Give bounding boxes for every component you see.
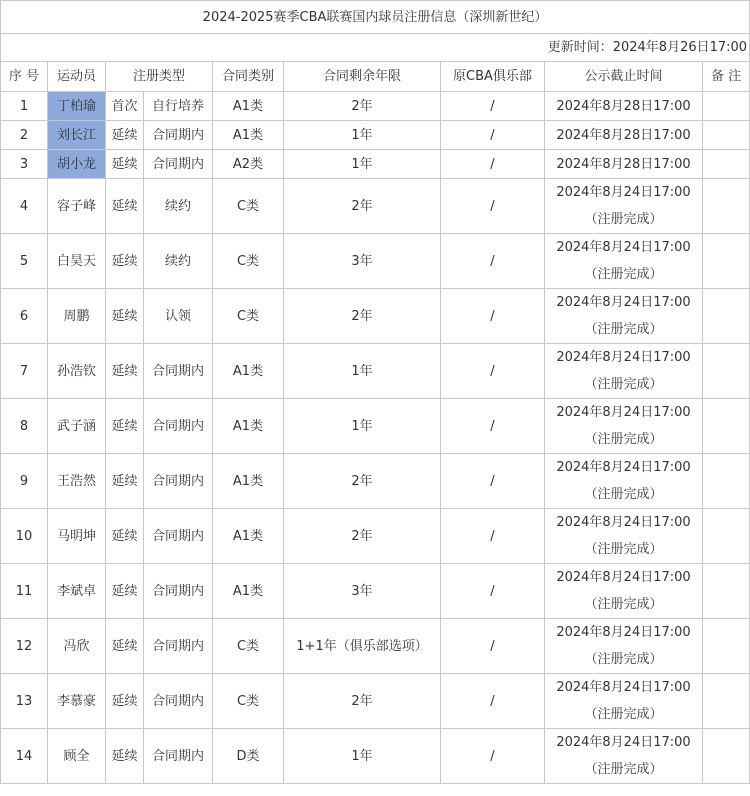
note (703, 344, 750, 399)
reg-type-detail: 续约 (144, 234, 213, 289)
former-club: / (441, 454, 545, 509)
table-row (1, 344, 750, 399)
deadline-time: 2024年8月24日17:00 (556, 460, 691, 475)
contract-type: C类 (213, 289, 284, 344)
header-note: 备 注 (703, 62, 750, 92)
note (703, 234, 750, 289)
former-club: / (441, 234, 545, 289)
deadline (545, 234, 703, 289)
table-row (1, 289, 750, 344)
reg-type-detail: 续约 (144, 179, 213, 234)
registration-status: （注册完成） (584, 267, 663, 282)
deadline (545, 344, 703, 399)
table-row (1, 150, 750, 179)
reg-type-primary: 延续 (106, 179, 144, 234)
reg-type-primary: 延续 (106, 454, 144, 509)
table-row (1, 92, 750, 121)
deadline-time: 2024年8月28日17:00 (556, 98, 691, 114)
former-club: / (441, 289, 545, 344)
athlete-name: 周鹏 (48, 289, 106, 344)
former-club: / (441, 399, 545, 454)
remaining-years: 1年 (284, 121, 441, 150)
reg-type-detail: 合同期内 (144, 729, 213, 784)
remaining-years: 3年 (284, 234, 441, 289)
former-club: / (441, 150, 545, 179)
former-club: / (441, 344, 545, 399)
update-time: 更新时间：2024年8月26日17:00 (1, 34, 750, 62)
remaining-years: 2年 (284, 454, 441, 509)
reg-type-primary: 延续 (106, 150, 144, 179)
row-number: 5 (1, 234, 48, 289)
header-no: 序 号 (1, 62, 48, 92)
reg-type-primary: 首次 (106, 92, 144, 121)
deadline-time: 2024年8月24日17:00 (556, 625, 691, 640)
athlete-name: 马明坤 (48, 509, 106, 564)
reg-type-primary: 延续 (106, 234, 144, 289)
reg-type-primary: 延续 (106, 509, 144, 564)
deadline (545, 674, 703, 729)
note (703, 179, 750, 234)
contract-type: A1类 (213, 344, 284, 399)
deadline (545, 399, 703, 454)
athlete-name: 武子涵 (48, 399, 106, 454)
reg-type-primary: 延续 (106, 121, 144, 150)
contract-type: A1类 (213, 509, 284, 564)
remaining-years: 2年 (284, 289, 441, 344)
deadline-time: 2024年8月28日17:00 (556, 127, 691, 143)
registration-status: （注册完成） (584, 432, 663, 447)
remaining-years: 3年 (284, 564, 441, 619)
registration-status: （注册完成） (584, 487, 663, 502)
reg-type-detail: 合同期内 (144, 619, 213, 674)
table-row (1, 674, 750, 729)
contract-type: D类 (213, 729, 284, 784)
row-number: 1 (1, 92, 48, 121)
deadline (545, 729, 703, 784)
row-number: 3 (1, 150, 48, 179)
contract-type: A1类 (213, 92, 284, 121)
former-club: / (441, 121, 545, 150)
table-row (1, 729, 750, 784)
former-club: / (441, 619, 545, 674)
athlete-name: 冯欣 (48, 619, 106, 674)
deadline-time: 2024年8月24日17:00 (556, 405, 691, 420)
table-row (1, 454, 750, 509)
athlete-name: 刘长江 (48, 121, 106, 150)
athlete-name: 王浩然 (48, 454, 106, 509)
header-row (1, 62, 750, 92)
row-number: 9 (1, 454, 48, 509)
row-number: 2 (1, 121, 48, 150)
registration-status: （注册完成） (584, 762, 663, 777)
deadline (545, 121, 703, 150)
athlete-name: 容子峰 (48, 179, 106, 234)
athlete-name: 李斌卓 (48, 564, 106, 619)
row-number: 6 (1, 289, 48, 344)
note (703, 150, 750, 179)
note (703, 619, 750, 674)
note (703, 674, 750, 729)
athlete-name: 丁柏瑜 (48, 92, 106, 121)
reg-type-detail: 合同期内 (144, 674, 213, 729)
row-number: 12 (1, 619, 48, 674)
remaining-years: 2年 (284, 179, 441, 234)
note (703, 289, 750, 344)
table-row (1, 399, 750, 454)
update-row (1, 34, 750, 62)
remaining-years: 2年 (284, 509, 441, 564)
reg-type-primary: 延续 (106, 619, 144, 674)
deadline-time: 2024年8月24日17:00 (556, 735, 691, 750)
title-row (1, 1, 750, 34)
reg-type-detail: 合同期内 (144, 344, 213, 399)
contract-type: A1类 (213, 121, 284, 150)
note (703, 454, 750, 509)
deadline-time: 2024年8月24日17:00 (556, 680, 691, 695)
reg-type-detail: 合同期内 (144, 399, 213, 454)
deadline (545, 619, 703, 674)
remaining-years: 2年 (284, 92, 441, 121)
row-number: 13 (1, 674, 48, 729)
contract-type: C类 (213, 619, 284, 674)
row-number: 11 (1, 564, 48, 619)
deadline-time: 2024年8月24日17:00 (556, 185, 691, 200)
row-number: 8 (1, 399, 48, 454)
former-club: / (441, 729, 545, 784)
contract-type: C类 (213, 234, 284, 289)
remaining-years: 1年 (284, 150, 441, 179)
reg-type-detail: 自行培养 (144, 92, 213, 121)
deadline (545, 454, 703, 509)
table-row (1, 234, 750, 289)
reg-type-detail: 合同期内 (144, 509, 213, 564)
athlete-name: 胡小龙 (48, 150, 106, 179)
remaining-years: 1年 (284, 729, 441, 784)
reg-type-detail: 认领 (144, 289, 213, 344)
header-remaining-years: 合同剩余年限 (284, 62, 441, 92)
note (703, 729, 750, 784)
table-row (1, 564, 750, 619)
note (703, 509, 750, 564)
header-reg-type: 注册类型 (106, 62, 213, 92)
header-deadline: 公示截止时间 (545, 62, 703, 92)
athlete-name: 孙浩钦 (48, 344, 106, 399)
registration-status: （注册完成） (584, 377, 663, 392)
header-contract-type: 合同类别 (213, 62, 284, 92)
row-number: 4 (1, 179, 48, 234)
remaining-years: 1年 (284, 344, 441, 399)
remaining-years: 1+1年（俱乐部选项） (284, 619, 441, 674)
reg-type-primary: 延续 (106, 729, 144, 784)
contract-type: A1类 (213, 564, 284, 619)
contract-type: C类 (213, 179, 284, 234)
deadline (545, 289, 703, 344)
table-row (1, 179, 750, 234)
reg-type-primary: 延续 (106, 564, 144, 619)
reg-type-detail: 合同期内 (144, 564, 213, 619)
former-club: / (441, 92, 545, 121)
athlete-name: 白昊天 (48, 234, 106, 289)
deadline (545, 564, 703, 619)
note (703, 399, 750, 454)
table-row (1, 509, 750, 564)
contract-type: A1类 (213, 454, 284, 509)
registration-status: （注册完成） (584, 542, 663, 557)
header-athlete: 运动员 (48, 62, 106, 92)
deadline (545, 179, 703, 234)
deadline (545, 150, 703, 179)
former-club: / (441, 179, 545, 234)
row-number: 10 (1, 509, 48, 564)
header-former-club: 原CBA俱乐部 (441, 62, 545, 92)
athlete-name: 李慕豪 (48, 674, 106, 729)
remaining-years: 2年 (284, 674, 441, 729)
contract-type: C类 (213, 674, 284, 729)
contract-type: A1类 (213, 399, 284, 454)
registration-status: （注册完成） (584, 212, 663, 227)
note (703, 121, 750, 150)
table-row (1, 619, 750, 674)
deadline-time: 2024年8月24日17:00 (556, 570, 691, 585)
reg-type-primary: 延续 (106, 399, 144, 454)
reg-type-detail: 合同期内 (144, 121, 213, 150)
deadline-time: 2024年8月24日17:00 (556, 240, 691, 255)
row-number: 7 (1, 344, 48, 399)
deadline-time: 2024年8月24日17:00 (556, 295, 691, 310)
registration-status: （注册完成） (584, 652, 663, 667)
reg-type-detail: 合同期内 (144, 454, 213, 509)
former-club: / (441, 674, 545, 729)
deadline-time: 2024年8月24日17:00 (556, 515, 691, 530)
athlete-name: 顾全 (48, 729, 106, 784)
note (703, 92, 750, 121)
deadline-time: 2024年8月28日17:00 (556, 156, 691, 172)
former-club: / (441, 564, 545, 619)
registration-status: （注册完成） (584, 322, 663, 337)
remaining-years: 1年 (284, 399, 441, 454)
registration-status: （注册完成） (584, 597, 663, 612)
reg-type-detail: 合同期内 (144, 150, 213, 179)
deadline-time: 2024年8月24日17:00 (556, 350, 691, 365)
note (703, 564, 750, 619)
reg-type-primary: 延续 (106, 344, 144, 399)
deadline (545, 509, 703, 564)
registration-status: （注册完成） (584, 707, 663, 722)
reg-type-primary: 延续 (106, 289, 144, 344)
deadline (545, 92, 703, 121)
contract-type: A2类 (213, 150, 284, 179)
former-club: / (441, 509, 545, 564)
reg-type-primary: 延续 (106, 674, 144, 729)
table-row (1, 121, 750, 150)
row-number: 14 (1, 729, 48, 784)
table-title: 2024-2025赛季CBA联赛国内球员注册信息（深圳新世纪） (1, 1, 750, 34)
